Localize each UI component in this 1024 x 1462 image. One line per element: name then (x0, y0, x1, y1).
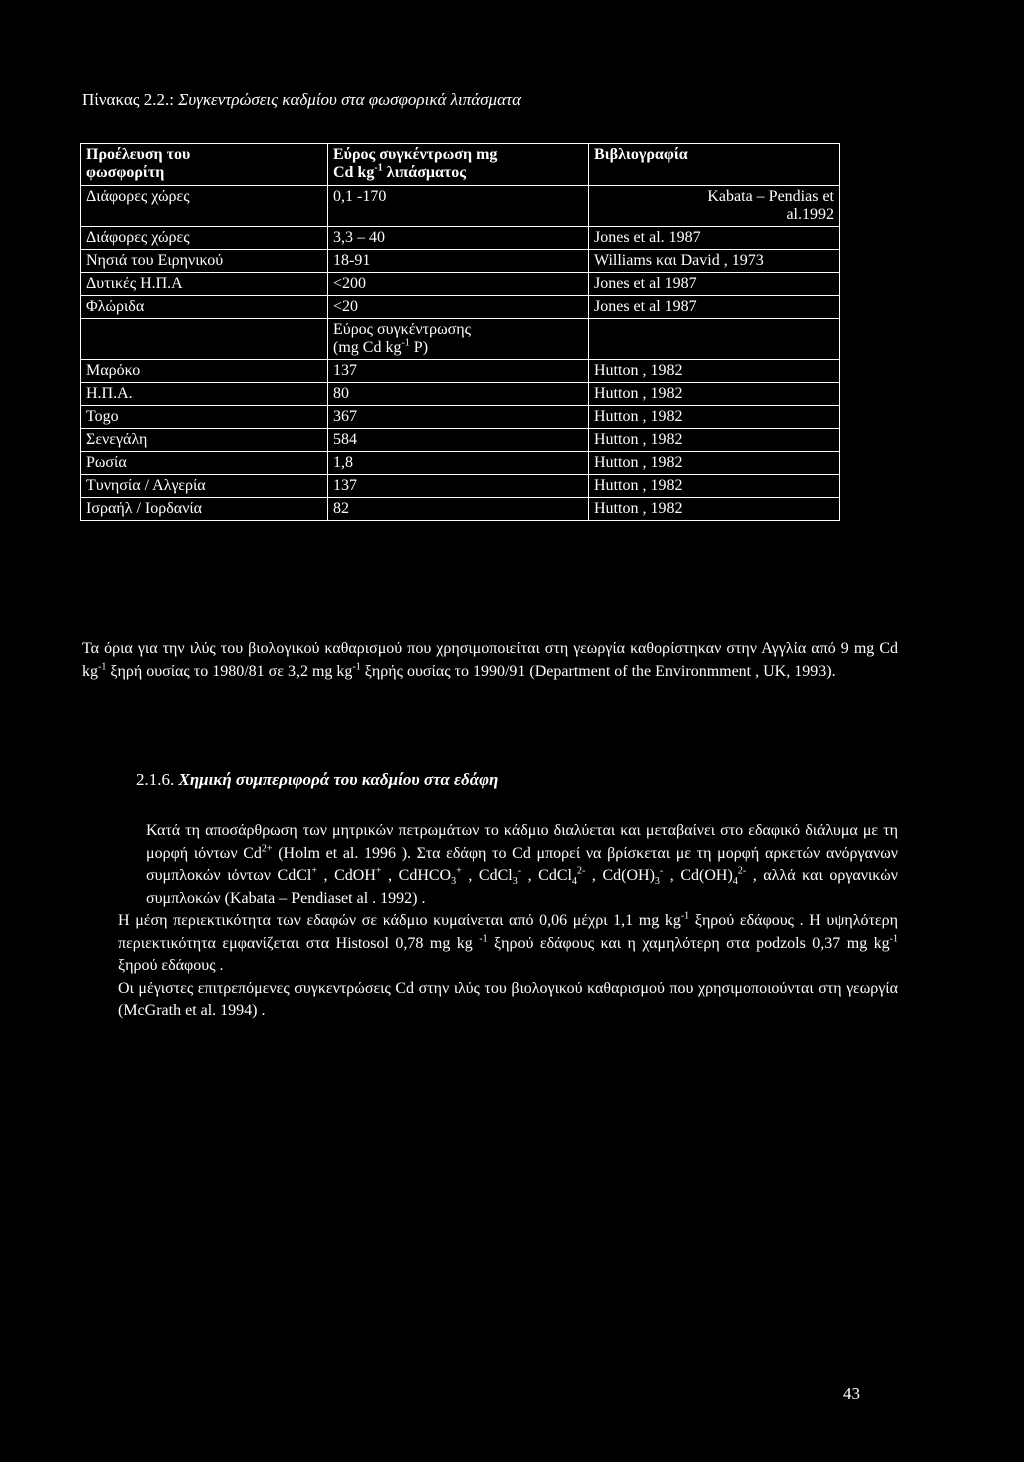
table-row: Νησιά του Ειρηνικού 18-91 Williams και David , 1973 (81, 250, 840, 273)
paragraph-chemistry-a: Κατά τη αποσάρθρωση των μητρικών πετρωμάτων το κάδμιο διαλύεται και μεταβαίνει στο εδαφικό διάλυμα με τη μορφή ιόντων $Cd^{2+}$ (Holm et al. 1996 ). Στα εδάφη το Cd μπορεί να βρίσκεται με τη μορφή αρκετών ανόργανων συμπλοκών ιόντων CdCl+ , CdOH+ , CdHCO$_3$+ , CdCl$_3$- , CdCl$_4^{2-}$ , $Cd(OH)_3^-$ , $Cd(OH)_4^{2-}$ , αλλά και οργανικών συμπλοκών (Kabata – Pendiaset al . 1992) . (146, 822, 898, 907)
table-row: Δυτικές Η.Π.Α <200 Jones et al 1987 (81, 273, 840, 296)
table-row: Τυνησία / Αλγερία 137 Hutton , 1982 (81, 475, 840, 498)
table-subheader-row (81, 319, 840, 360)
header-reference: Βιβλιογραφία (589, 144, 840, 186)
table-caption (82, 90, 521, 110)
caption-title: Συγκεντρώσεις καδμίου στα φωσφορικά λιπάσματα (178, 90, 522, 109)
paragraph-chemistry-b: Η μέση περιεκτικότητα των εδαφών σε κάδμιο κυμαίνεται από 0,06 μέχρι 1,1 mg $kg^{-1}$ ξηρού εδάφους . Η υψηλότερη περιεκτικότητα εμφανίζεται στα Histosol 0,78 mg kg $^{-1}$ ξηρού εδάφους και η χαμηλότερη στα podzols 0,37 mg $kg^{-1}$ ξηρού εδάφους . (118, 910, 898, 974)
table-header-row (81, 144, 840, 186)
table-row: Σενεγάλη 584 Hutton , 1982 (81, 429, 840, 452)
table-row: Διάφορες χώρες 0,1 -170 Kabata – Pendias et al.1992 (81, 186, 840, 227)
page-number: 43 (843, 1384, 860, 1403)
section-number: 2.1.6. (136, 770, 175, 789)
caption-label: Πίνακας 2.2.: (82, 90, 174, 109)
table-row: Η.Π.Α. 80 Hutton , 1982 (81, 383, 840, 406)
paragraph-chemistry (82, 820, 898, 1023)
header-origin: Προέλευση του φωσφορίτη (81, 144, 328, 186)
table-row: Ισραήλ / Ιορδανία 82 Hutton , 1982 (81, 498, 840, 521)
table-row: Ρωσία 1,8 Hutton , 1982 (81, 452, 840, 475)
cadmium-table (80, 143, 840, 521)
header-range: Εύρος συγκέντρωση mg Cd $kg^{-1}$ λιπάσματος (328, 144, 589, 186)
table-row: Φλώριδα <20 Jones et al 1987 (81, 296, 840, 319)
table-row: Διάφορες χώρες 3,3 – 40 Jones et al. 1987 (81, 227, 840, 250)
paragraph-limits: Τα όρια για την ιλύς του βιολογικού καθαρισμού που χρησιμοποιείται στη γεωργία καθορίστηκαν στην Αγγλία από 9 mg Cd $kg^{-1}$ ξηρή ουσίας το 1980/81 σε 3,2 mg $kg^{-1}$ ξηρής ουσίας το 1990/91 (Department of the Environmment , UK, 1993). (82, 640, 898, 680)
section-heading (136, 770, 498, 790)
table-row: Μαρόκο 137 Hutton , 1982 (81, 360, 840, 383)
paragraph-chemistry-c: Οι μέγιστες επιτρεπόμενες συγκεντρώσεις Cd στην ιλύς του βιολογικού καθαρισμού που χρησιμοποιούνται στη γεωργία (McGrath et al. 1994) . (118, 979, 898, 1019)
subheader-range: Εύρος συγκέντρωσης (mg Cd $kg^{-1}$ P) (328, 319, 589, 360)
table-row: Togo 367 Hutton , 1982 (81, 406, 840, 429)
section-title: Χημική συμπεριφορά του καδμίου στα εδάφη (178, 770, 499, 789)
